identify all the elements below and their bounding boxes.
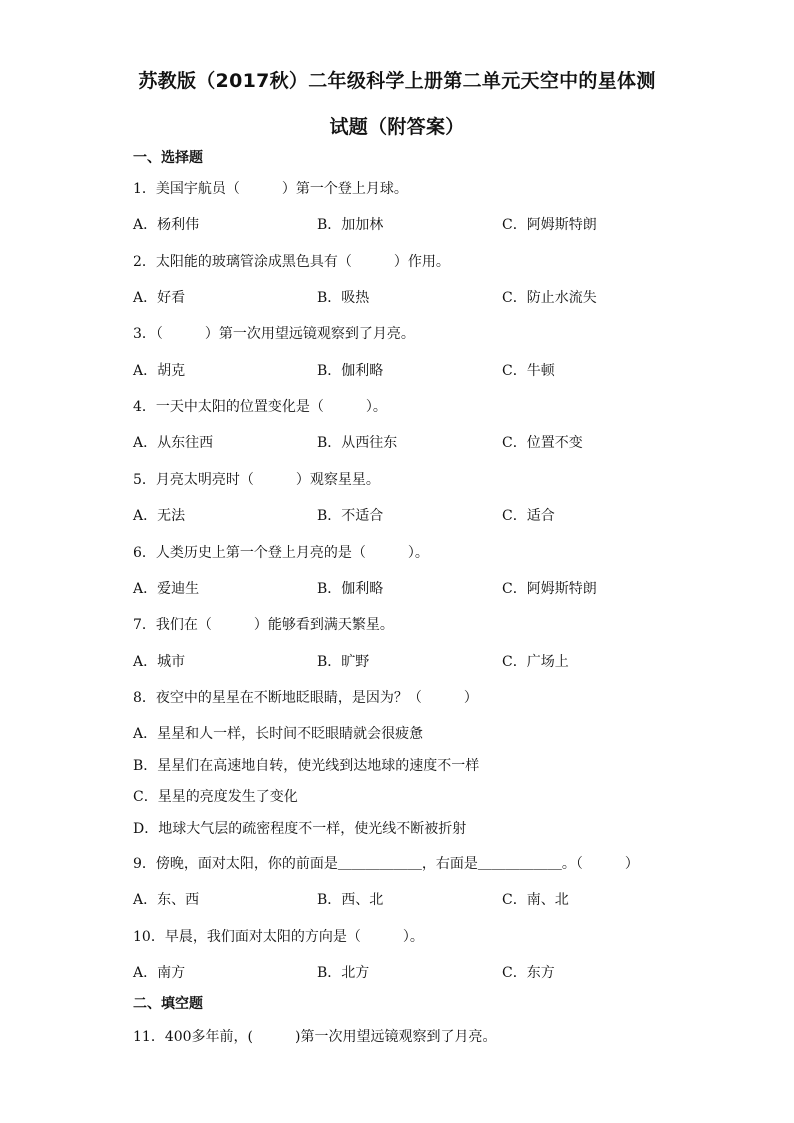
document-title-line-1: 苏教版（2017秋）二年级科学上册第二单元天空中的星体测 (138, 70, 656, 92)
question-1: 1．美国宇航员（ ）第一个登上月球。 (133, 181, 408, 197)
q9-option-c: C．南、北 (502, 892, 569, 908)
section-heading-fill: 二、填空题 (133, 996, 203, 1012)
q7-option-a: A．城市 (133, 654, 186, 670)
q6-option-c: C．阿姆斯特朗 (502, 581, 597, 597)
q1-option-c: C．阿姆斯特朗 (502, 217, 597, 233)
section-heading-choice: 一、选择题 (133, 150, 203, 166)
question-6: 6．人类历史上第一个登上月亮的是（ ）。 (133, 545, 429, 561)
q4-option-a: A．从东往西 (133, 435, 214, 451)
question-3: 3．（ ）第一次用望远镜观察到了月亮。 (133, 326, 415, 342)
question-7: 7．我们在（ ）能够看到满天繁星。 (133, 617, 394, 633)
q8-option-b: B．星星们在高速地自转，使光线到达地球的速度不一样 (133, 758, 480, 774)
q6-option-a: A．爱迪生 (133, 581, 200, 597)
q5-option-c: C．适合 (502, 508, 555, 524)
q1-option-a: A．杨利伟 (133, 217, 200, 233)
q8-option-a: A．星星和人一样，长时间不眨眼睛就会很疲惫 (133, 726, 424, 742)
q10-option-b: B．北方 (317, 965, 370, 981)
q5-option-a: A．无法 (133, 508, 186, 524)
q3-option-b: B．伽利略 (317, 363, 384, 379)
q3-option-c: C．牛顿 (502, 363, 555, 379)
q6-option-b: B．伽利略 (317, 581, 384, 597)
question-4: 4．一天中太阳的位置变化是（ ）。 (133, 399, 387, 415)
q2-option-c: C．防止水流失 (502, 290, 597, 306)
q10-option-a: A．南方 (133, 965, 186, 981)
q9-option-a: A．东、西 (133, 892, 200, 908)
q7-option-b: B．旷野 (317, 654, 370, 670)
question-9: 9．傍晚，面对太阳，你的前面是＿＿＿＿＿＿，右面是＿＿＿＿＿＿。（ ） (133, 856, 639, 872)
question-5: 5．月亮太明亮时（ ）观察星星。 (133, 472, 380, 488)
document-title-line-2: 试题（附答案） (329, 116, 465, 138)
q2-option-a: A．好看 (133, 290, 186, 306)
q2-option-b: B．吸热 (317, 290, 370, 306)
q8-option-d: D．地球大气层的疏密程度不一样，使光线不断被折射 (133, 821, 467, 837)
q5-option-b: B．不适合 (317, 508, 384, 524)
q7-option-c: C．广场上 (502, 654, 569, 670)
q4-option-c: C．位置不变 (502, 435, 583, 451)
q1-option-b: B．加加林 (317, 217, 384, 233)
q9-option-b: B．西、北 (317, 892, 384, 908)
question-8: 8．夜空中的星星在不断地眨眼睛，是因为？（ ） (133, 690, 478, 706)
q8-option-c: C．星星的亮度发生了变化 (133, 789, 298, 805)
question-11: 11．400多年前，( )第一次用望远镜观察到了月亮。 (133, 1029, 497, 1045)
q3-option-a: A．胡克 (133, 363, 186, 379)
q4-option-b: B．从西往东 (317, 435, 398, 451)
q10-option-c: C．东方 (502, 965, 555, 981)
question-2: 2．太阳能的玻璃管涂成黑色具有（ ）作用。 (133, 254, 450, 270)
question-10: 10．早晨，我们面对太阳的方向是（ ）。 (133, 929, 424, 945)
